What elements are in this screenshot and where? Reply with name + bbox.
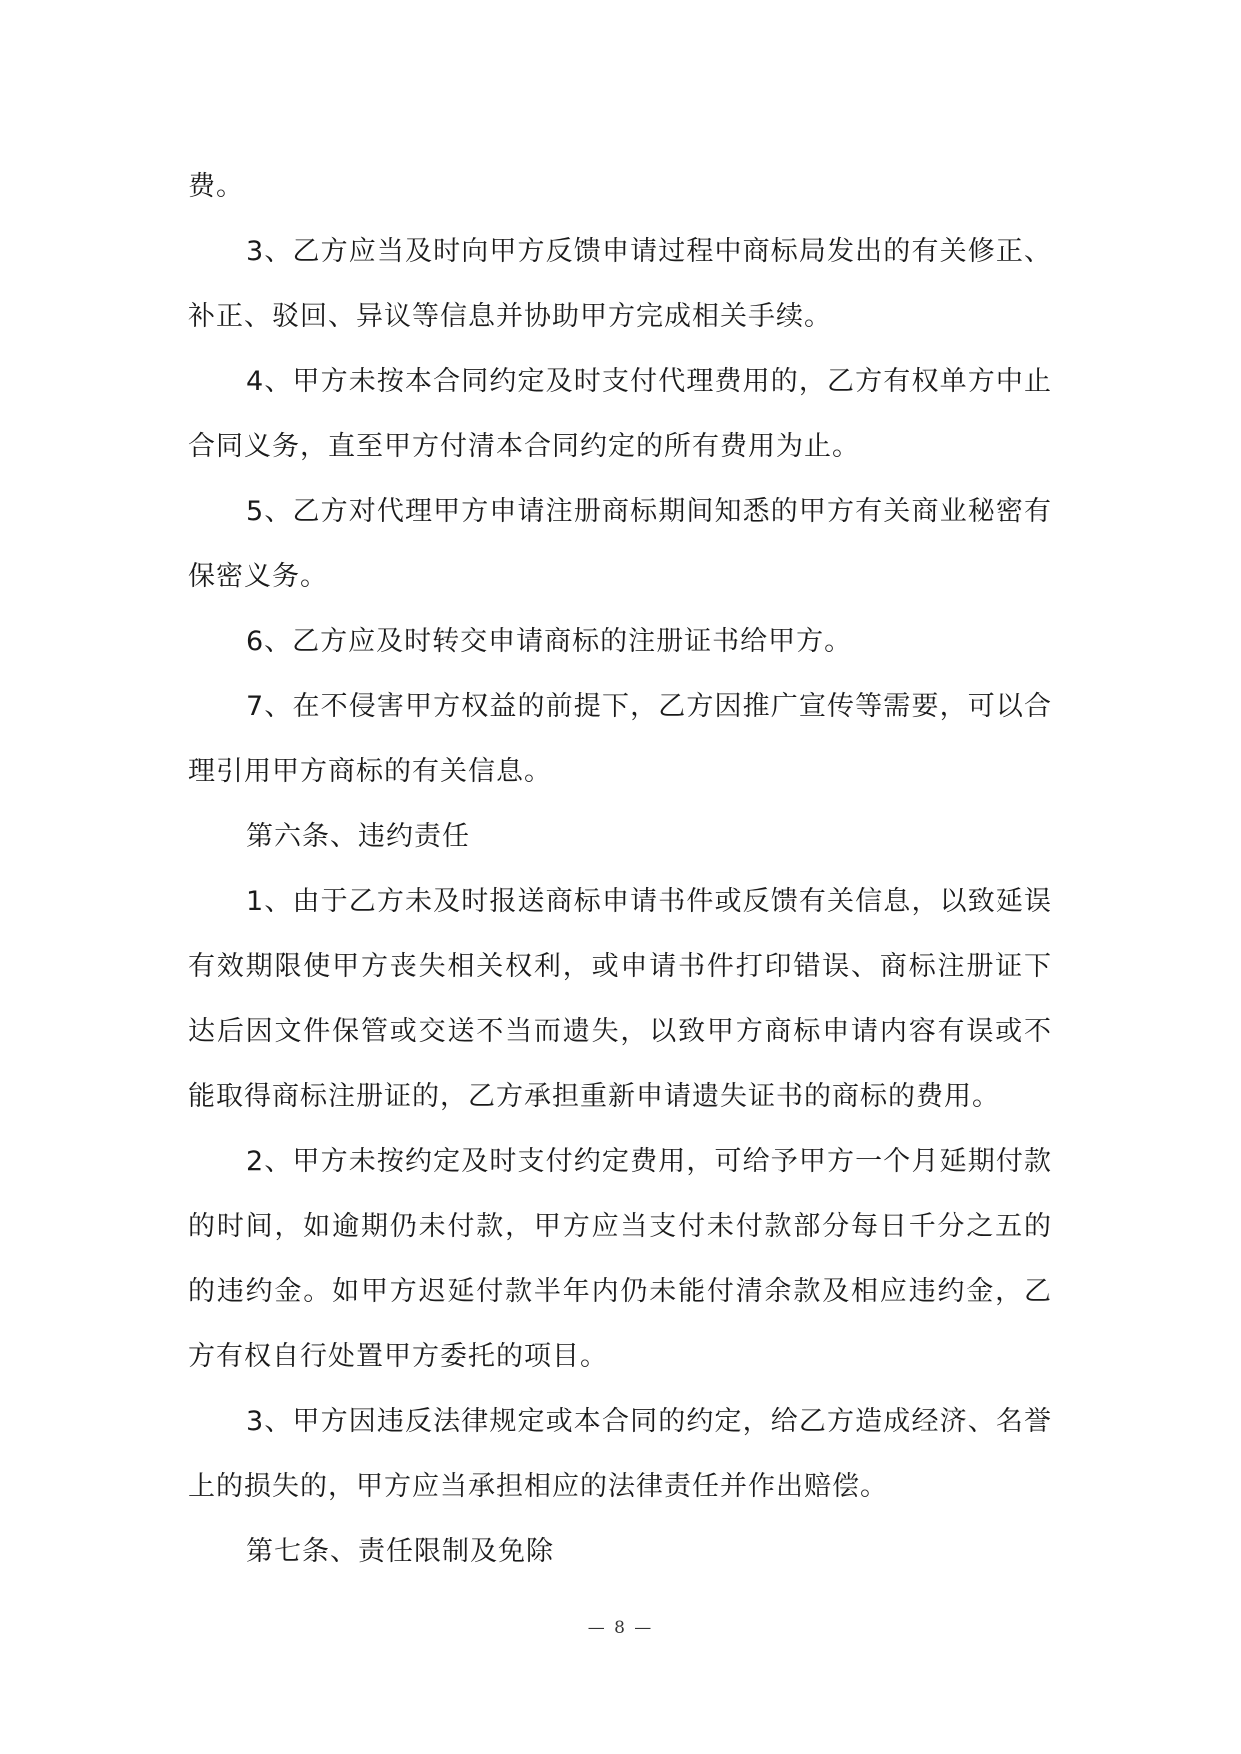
paragraph-clause-5: 5、乙方对代理甲方申请注册商标期间知悉的甲方有关商业秘密有保密义务。 <box>188 496 1052 592</box>
page-number: — 8 — <box>587 1618 654 1638</box>
section-heading-article-6: 第六条、违约责任 <box>246 821 470 852</box>
paragraph-clause-3: 3、乙方应当及时向甲方反馈申请过程中商标局发出的有关修正、补正、驳回、异议等信息并协助甲方完成相关手续。 <box>188 236 1052 332</box>
paragraph-liability-3: 3、甲方因违反法律规定或本合同的约定，给乙方造成经济、名誉上的损失的，甲方应当承担相应的法律责任并作出赔偿。 <box>188 1406 1052 1502</box>
paragraph-clause-6: 6、乙方应及时转交申请商标的注册证书给甲方。 <box>246 626 853 657</box>
paragraph-liability-2: 2、甲方未按约定及时支付约定费用，可给予甲方一个月延期付款的时间，如逾期仍未付款，甲方应当支付未付款部分每日千分之五的的违约金。如甲方迟延付款半年内仍未能付清余款及相应违约金，乙方有权自行处置甲方委托的项目。 <box>188 1146 1052 1372</box>
section-heading-article-7: 第七条、责任限制及免除 <box>246 1536 554 1567</box>
paragraph-continuation: 费。 <box>188 171 244 202</box>
page-body <box>188 154 1052 1584</box>
paragraph-clause-4: 4、甲方未按本合同约定及时支付代理费用的，乙方有权单方中止合同义务，直至甲方付清本合同约定的所有费用为止。 <box>188 366 1052 462</box>
paragraph-liability-1: 1、由于乙方未及时报送商标申请书件或反馈有关信息，以致延误有效期限使甲方丧失相关权利，或申请书件打印错误、商标注册证下达后因文件保管或交送不当而遗失，以致甲方商标申请内容有误或不能取得商标注册证的，乙方承担重新申请遗失证书的商标的费用。 <box>188 886 1052 1112</box>
paragraph-clause-7: 7、在不侵害甲方权益的前提下，乙方因推广宣传等需要，可以合理引用甲方商标的有关信息。 <box>188 691 1052 787</box>
